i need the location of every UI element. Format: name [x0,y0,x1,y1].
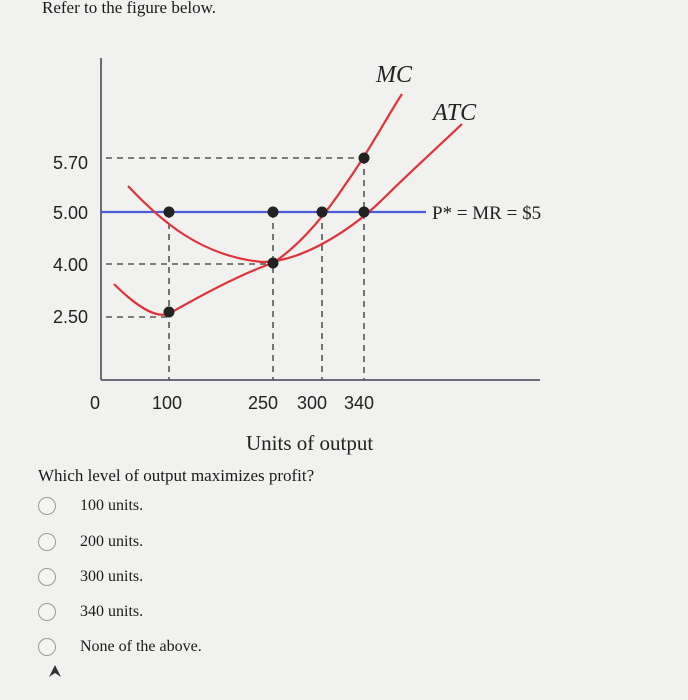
x-tick-label: 250 [248,393,279,413]
mc-curve [114,94,402,315]
option-label: 340 units. [80,603,144,620]
x-tick-label: 340 [344,393,375,413]
option-label: None of the above. [80,638,202,655]
prompt-text: Refer to the figure below. [42,0,217,17]
option-340-units[interactable] [38,601,144,623]
mc-label: MC [376,62,412,88]
point-340-570 [359,153,370,164]
option-200-units[interactable] [38,531,144,553]
y-tick-label: 5.70 [53,153,89,173]
point-100-250 [164,307,175,318]
radio-button[interactable] [38,638,56,656]
y-tick-label: 2.50 [53,307,89,327]
point-340-500 [359,207,370,218]
y-tick-label: 4.00 [53,255,89,275]
radio-button[interactable] [38,533,56,551]
atc-curve [128,124,462,262]
option-100-units[interactable] [38,495,144,517]
x-tick-label: 0 [90,393,101,413]
option-label: 300 units. [80,568,144,585]
mouse-pointer-icon [48,664,62,678]
option-none-of-the-above[interactable] [38,636,202,658]
radio-button[interactable] [38,497,56,515]
point-300-500 [317,207,328,218]
point-250-400 [268,258,279,269]
option-300-units[interactable] [38,566,144,588]
option-label: 100 units. [80,497,144,514]
option-label: 200 units. [80,533,144,550]
x-tick-label: 100 [152,393,183,413]
radio-button[interactable] [38,568,56,586]
atc-label: ATC [433,100,477,126]
x-tick-label: 300 [297,393,328,413]
y-tick-label: 5.00 [53,203,89,223]
question-text: Which level of output maximizes profit? [38,466,315,485]
x-axis-label: Units of output [246,431,374,455]
radio-button[interactable] [38,603,56,621]
price-label: P* = MR = $5 [432,203,542,224]
point-100-500 [164,207,175,218]
point-250-500 [268,207,279,218]
